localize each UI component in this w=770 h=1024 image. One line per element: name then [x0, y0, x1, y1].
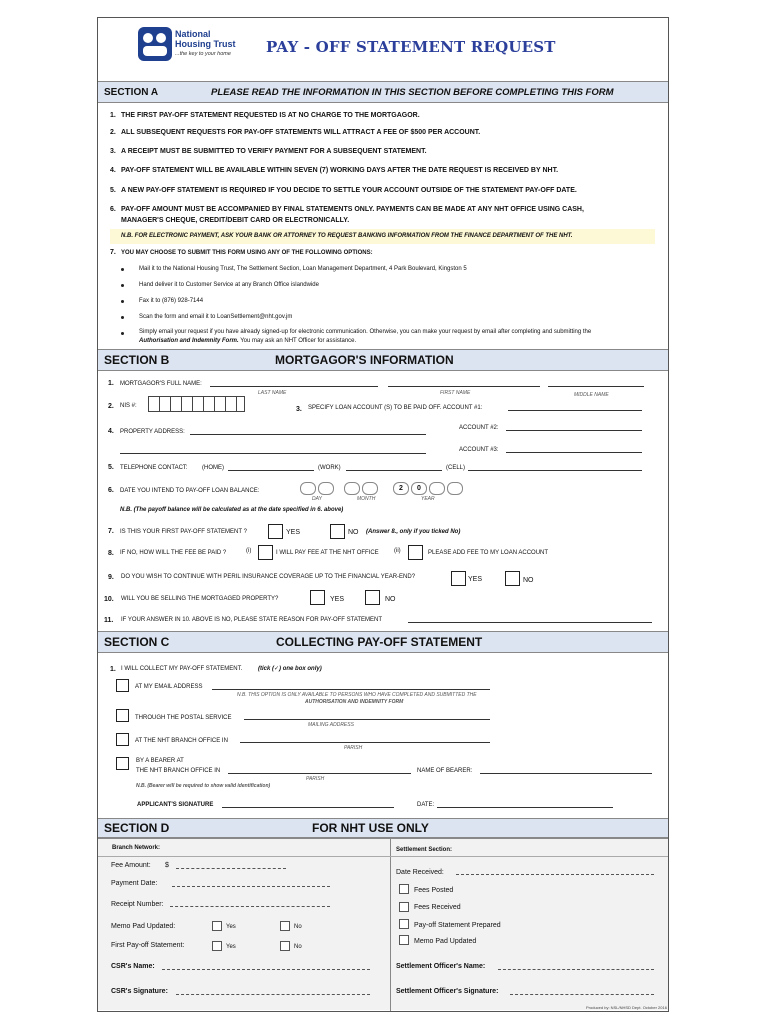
tick-one-box-note: (tick (✓) one box only) [258, 666, 322, 672]
section-d-header [98, 818, 668, 838]
payoff-prepared-label: Pay-off Statement Prepared [414, 922, 501, 929]
section-c-label: SECTION C [104, 635, 170, 649]
account-2-label: ACCOUNT #2: [459, 425, 499, 431]
answer-8-note: (Answer 8., only if you ticked No) [366, 529, 461, 535]
authorisation-form-name: Authorisation and Indemnity Form. [139, 338, 239, 344]
bullet-icon [121, 284, 124, 287]
month-digit-2[interactable] [362, 482, 378, 495]
option-ii-marker: (ii) [394, 548, 401, 554]
no-label: NO [523, 577, 534, 584]
peril-yes-checkbox[interactable] [451, 571, 466, 586]
pay-at-office-checkbox[interactable] [258, 545, 273, 560]
account-2-field[interactable] [506, 430, 642, 431]
bearer-option-checkbox[interactable] [116, 757, 129, 770]
email-note-line2: AUTHORISATION AND INDEMNITY FORM [305, 699, 404, 705]
nis-digit-boxes[interactable] [148, 396, 245, 412]
fee-payment-label: IF NO, HOW WILL THE FEE BE PAID ? [120, 550, 227, 556]
section-b-header [98, 349, 668, 371]
bearer-parish-field[interactable] [228, 773, 411, 774]
bearer-id-note: N.B. (Bearer will be required to show valid identification) [136, 783, 271, 789]
logo-line1: National [175, 29, 211, 39]
item-7-text: YOU MAY CHOOSE TO SUBMIT THIS FORM USING ANY OF THE FOLLOWING OPTIONS: [121, 250, 373, 256]
collect-statement-label: I WILL COLLECT MY PAY-OFF STATEMENT. [121, 666, 243, 672]
date-field[interactable] [437, 807, 613, 808]
reason-field[interactable] [408, 622, 652, 623]
yes-label: YES [468, 576, 483, 583]
no-label: No [294, 924, 302, 930]
item-5-num: 5. [110, 187, 116, 194]
date-received-label: Date Received: [396, 869, 444, 876]
loan-account-label: SPECIFY LOAN ACCOUNT (S) TO BE PAID OFF. ACCOUNT #1: [308, 405, 483, 411]
section-a-label: SECTION A [104, 87, 159, 98]
yes-label: Yes [226, 944, 236, 950]
option-5-line2: You may ask an NHT Officer for assistance. [238, 338, 357, 344]
selling-yes-checkbox[interactable] [310, 590, 325, 605]
section-d-title: FOR NHT USE ONLY [312, 821, 429, 835]
parish-caption: PARISH [344, 745, 363, 751]
logo-line2: Housing Trust [175, 39, 236, 49]
mailing-address-field[interactable] [244, 719, 490, 720]
nht-use-panel [98, 838, 668, 1010]
item-4-num: 4. [110, 167, 116, 174]
cell-label: (CELL) [446, 465, 466, 471]
work-label: (WORK) [318, 465, 341, 471]
csr-name-field[interactable] [162, 969, 370, 970]
year-digit-2[interactable]: 0 [411, 482, 427, 495]
day-digit-2[interactable] [318, 482, 334, 495]
item-7-num: 7. [110, 249, 116, 256]
item-5-text: A NEW PAY-OFF STATEMENT IS REQUIRED IF YOU DECIDE TO SETTLE YOUR ACCOUNT OUTSIDE OF THE STATEMENT PAY-OFF DATE. [121, 187, 577, 194]
memo-pad-yes-checkbox[interactable] [212, 921, 222, 931]
option-i-marker: (i) [246, 548, 252, 554]
payment-date-label: Payment Date: [111, 880, 158, 887]
section-a-title: PLEASE READ THE INFORMATION IN THIS SECTION BEFORE COMPLETING THIS FORM [211, 87, 614, 98]
pay-at-office-label: I WILL PAY FEE AT THE NHT OFFICE [276, 550, 379, 556]
branch-option-label: AT THE NHT BRANCH OFFICE IN [135, 738, 228, 744]
option-hand-deliver: Hand deliver it to Customer Service at any Branch Office islandwide [139, 282, 319, 288]
section-b-label: SECTION B [104, 353, 170, 367]
year-digit-1[interactable]: 2 [393, 482, 409, 495]
no-label: NO [385, 596, 396, 603]
officer-name-field[interactable] [498, 969, 654, 970]
payoff-date-label: DATE YOU INTEND TO PAY-OFF LOAN BALANCE: [120, 488, 260, 494]
account-1-field[interactable] [508, 410, 642, 411]
account-3-label: ACCOUNT #3: [459, 447, 499, 453]
csr-signature-label: CSR's Signature: [111, 988, 168, 995]
postal-option-checkbox[interactable] [116, 709, 129, 722]
memo-updated-label: Memo Pad Updated [414, 938, 477, 945]
bullet-icon [121, 268, 124, 271]
fees-received-checkbox[interactable] [399, 902, 409, 912]
date-label: DATE: [417, 802, 435, 808]
fee-amount-label: Fee Amount: [111, 862, 151, 869]
year-caption: YEAR [421, 496, 435, 502]
reason-label: IF YOUR ANSWER IN 10. ABOVE IS NO, PLEASE STATE REASON FOR PAY-OFF STATEMENT [121, 617, 383, 623]
parish-caption-2: PARISH [306, 776, 325, 782]
day-caption: DAY [312, 496, 322, 502]
section-c-header [98, 631, 668, 653]
year-digit-3[interactable] [429, 482, 445, 495]
add-to-loan-label: PLEASE ADD FEE TO MY LOAN ACCOUNT [428, 550, 549, 556]
yes-label: YES [330, 596, 345, 603]
option-mail: Mail it to the National Housing Trust, The Settlement Section, Loan Management Department, 4 Park Boulevard, Kingston 5 [139, 266, 467, 272]
first-payoff-yes-checkbox[interactable] [212, 941, 222, 951]
email-option-label: AT MY EMAIL ADDRESS [135, 684, 203, 690]
selling-no-checkbox[interactable] [365, 590, 380, 605]
day-digit-1[interactable] [300, 482, 316, 495]
no-label: NO [348, 529, 359, 536]
item-6-num: 6. [110, 206, 116, 213]
memo-pad-label: Memo Pad Updated: [111, 923, 176, 930]
section-c-title: COLLECTING PAY-OFF STATEMENT [276, 635, 483, 649]
branch-option-checkbox[interactable] [116, 733, 129, 746]
item-2-text: ALL SUBSEQUENT REQUESTS FOR PAY-OFF STATEMENTS WILL ATTRACT A FEE OF $500 PER ACCOUNT. [121, 129, 481, 136]
item-4-text: PAY-OFF STATEMENT WILL BE AVAILABLE WITHIN SEVEN (7) WORKING DAYS AFTER THE DATE REQUEST IS RECEIVED BY NHT. [121, 167, 559, 174]
last-name-caption: LAST NAME [258, 390, 287, 396]
cell-phone-field[interactable] [468, 470, 642, 471]
property-address-field[interactable] [190, 434, 426, 435]
section-d-label: SECTION D [104, 821, 170, 835]
property-address-label: PROPERTY ADDRESS: [120, 429, 185, 435]
no-label: No [294, 944, 302, 950]
bearer-name-field[interactable] [480, 773, 652, 774]
first-statement-no-checkbox[interactable] [330, 524, 345, 539]
middle-name-caption: MIDDLE NAME [574, 392, 609, 398]
fee-amount-field[interactable] [176, 868, 286, 869]
officer-signature-field[interactable] [510, 994, 654, 995]
first-name-field[interactable] [388, 386, 540, 387]
year-digit-4[interactable] [447, 482, 463, 495]
bearer-branch-label: THE NHT BRANCH OFFICE IN [136, 768, 221, 774]
bearer-name-label: NAME OF BEARER: [417, 768, 473, 774]
bullet-icon [121, 332, 124, 335]
bearer-option-label: BY A BEARER AT [136, 758, 184, 764]
email-note-line1: N.B. THIS OPTION IS ONLY AVAILABLE TO PERSONS WHO HAVE COMPLETED AND SUBMITTED THE [237, 692, 477, 698]
middle-name-field[interactable] [548, 386, 644, 387]
payoff-prepared-checkbox[interactable] [399, 919, 409, 929]
email-address-field[interactable] [212, 689, 490, 690]
applicant-signature-field[interactable] [222, 807, 394, 808]
logo-tagline: ...the key to your home [175, 51, 231, 57]
officer-name-label: Settlement Officer's Name: [396, 963, 486, 970]
dollar-sign: $ [165, 862, 169, 869]
first-name-caption: FIRST NAME [440, 390, 471, 396]
home-label: (HOME) [202, 465, 224, 471]
account-3-field[interactable] [506, 452, 642, 453]
electronic-payment-note: N.B. FOR ELECTRONIC PAYMENT, ASK YOUR BANK OR ATTORNEY TO REQUEST BANKING INFORMATION FROM THE FINANCE DEPARTMENT OF THE NHT. [121, 233, 573, 239]
telephone-label: TELEPHONE CONTACT: [120, 465, 188, 471]
add-to-loan-checkbox[interactable] [408, 545, 423, 560]
mailing-address-caption: MAILING ADDRESS [308, 722, 354, 728]
first-payoff-no-checkbox[interactable] [280, 941, 290, 951]
section-a-header [98, 81, 668, 103]
item-1-text: THE FIRST PAY-OFF STATEMENT REQUESTED IS AT NO CHARGE TO THE MORTGAGOR. [121, 112, 420, 119]
receipt-number-label: Receipt Number: [111, 901, 164, 908]
branch-parish-field[interactable] [240, 742, 490, 743]
first-payoff-label: First Pay-off Statement: [111, 942, 185, 949]
item-3-num: 3. [110, 148, 116, 155]
date-received-field[interactable] [456, 874, 654, 875]
first-statement-label: IS THIS YOUR FIRST PAY-OFF STATEMENT ? [120, 529, 247, 535]
fees-posted-label: Fees Posted [414, 887, 454, 894]
csr-signature-field[interactable] [176, 994, 370, 995]
last-name-field[interactable] [210, 386, 378, 387]
fees-posted-checkbox[interactable] [399, 884, 409, 894]
item-2-num: 2. [110, 129, 116, 136]
nis-label: NIS #: [120, 403, 137, 409]
nht-logo-icon [138, 27, 172, 61]
full-name-label: MORTGAGOR'S FULL NAME: [120, 381, 202, 387]
bullet-icon [121, 316, 124, 319]
property-address-line2[interactable] [120, 453, 426, 454]
item-6-text: PAY-OFF AMOUNT MUST BE ACCOMPANIED BY FINAL STATEMENTS ONLY. PAYMENTS CAN BE MADE AT ANY NHT OFFICE USING CASH, [121, 206, 584, 213]
applicant-signature-label: APPLICANT'S SIGNATURE [137, 802, 214, 808]
selling-property-label: WILL YOU BE SELLING THE MORTGAGED PROPERTY? [121, 596, 279, 602]
month-caption: MONTH [357, 496, 376, 502]
csr-name-label: CSR's Name: [111, 963, 155, 970]
footer-credit: Produced by: NSL/NHSD Dept. October 2016 [586, 1005, 667, 1010]
work-phone-field[interactable] [346, 470, 442, 471]
officer-signature-label: Settlement Officer's Signature: [396, 988, 499, 995]
peril-no-checkbox[interactable] [505, 571, 520, 586]
option-scan-email: Scan the form and email it to LoanSettlement@nht.gov.jm [139, 314, 293, 320]
option-simple-email: Simply email your request if you have already signed-up for electronic communication. Otherwise, you can make your request by email after completing and submitting the [139, 329, 592, 335]
item-3-text: A RECEIPT MUST BE SUBMITTED TO VERIFY PAYMENT FOR A SUBSEQUENT STATEMENT. [121, 148, 427, 155]
fees-received-label: Fees Received [414, 904, 461, 911]
logo-text [175, 29, 255, 59]
memo-pad-no-checkbox[interactable] [280, 921, 290, 931]
first-statement-yes-checkbox[interactable] [268, 524, 283, 539]
section-b-title: MORTGAGOR'S INFORMATION [275, 353, 454, 367]
month-digit-1[interactable] [344, 482, 360, 495]
item-6-line2: MANAGER'S CHEQUE, CREDIT/DEBIT CARD OR ELECTRONICALLY. [121, 217, 350, 224]
peril-insurance-label: DO YOU WISH TO CONTINUE WITH PERIL INSURANCE COVERAGE UP TO THE FINANCIAL YEAR-END? [121, 574, 416, 580]
postal-option-label: THROUGH THE POSTAL SERVICE [135, 715, 232, 721]
receipt-number-field[interactable] [170, 906, 330, 907]
yes-label: YES [286, 529, 301, 536]
bullet-icon [121, 300, 124, 303]
item-1-num: 1. [110, 112, 116, 119]
yes-label: Yes [226, 924, 236, 930]
email-option-checkbox[interactable] [116, 679, 129, 692]
payoff-balance-note: N.B. (The payoff balance will be calculated as at the date specified in 6. above) [120, 507, 344, 513]
option-fax: Fax it to (876) 928-7144 [139, 298, 204, 304]
settlement-section-label: Settlement Section: [396, 847, 453, 853]
branch-network-label: Branch Network: [112, 845, 161, 851]
memo-updated-checkbox[interactable] [399, 935, 409, 945]
document-title: PAY - OFF STATEMENT REQUEST [266, 38, 556, 56]
payment-date-field[interactable] [172, 886, 330, 887]
home-phone-field[interactable] [228, 470, 314, 471]
